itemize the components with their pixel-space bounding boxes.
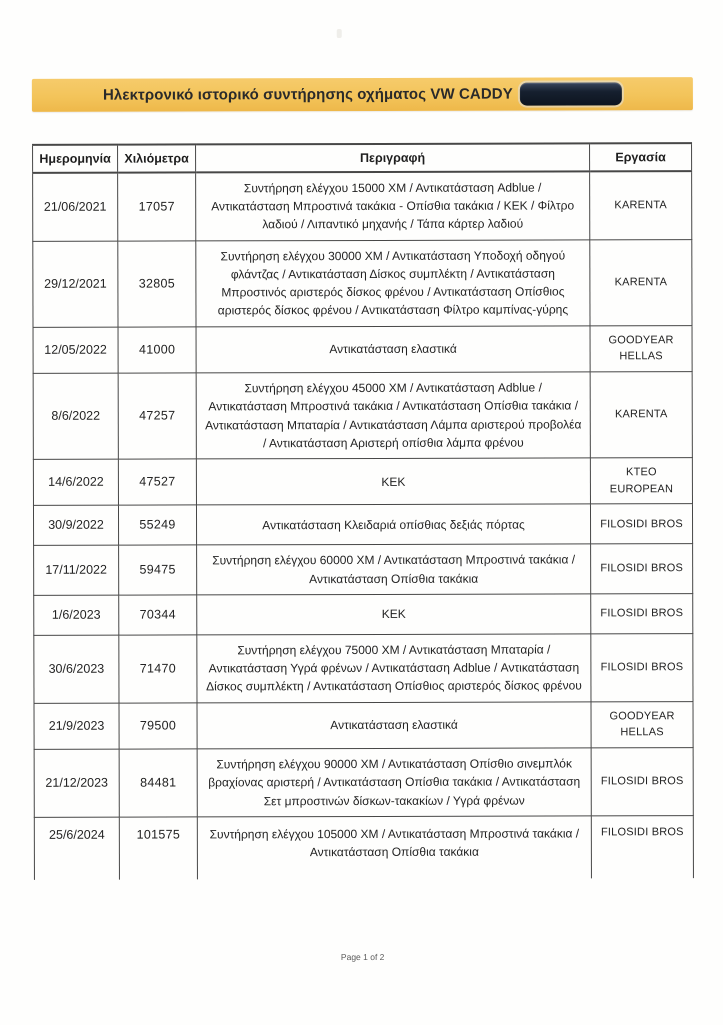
header-description: Περιγραφή (196, 143, 590, 172)
cell-work: FILOSIDI BROS (591, 634, 693, 702)
cell-km: 84481 (119, 749, 197, 817)
table-row (34, 748, 693, 817)
cell-desc: Συντήρηση ελέγχου 75000 ΧΜ / Αντικατάσταση Μπαταρία / Αντικατάσταση Υγρά φρένων / Αντικατάσταση Adblue / Αντικατάσταση Δίσκος συμπλέκτη / Αντικατάσταση Οπίσθιος αριστερός δίσκος φρένου (197, 634, 591, 703)
cell-km: 55249 (118, 505, 196, 545)
cell-date: 14/6/2022 (33, 459, 118, 506)
cell-desc: Αντικατάσταση ελαστικά (196, 326, 590, 373)
cell-date: 21/06/2021 (33, 173, 118, 241)
page-title: Ηλεκτρονικό ιστορικό συντήρησης οχήματος VW CADDY (102, 85, 513, 104)
cell-km: 41000 (118, 327, 196, 374)
cell-desc: Συντήρηση ελέγχου 60000 ΧΜ / Αντικατάσταση Μπροστινά τακάκια / Αντικατάσταση Οπίσθια τακάκια (197, 544, 591, 595)
cell-work: KARENTA (590, 171, 692, 239)
table-row (34, 594, 693, 636)
cell-work: GOODYEAR HELLAS (590, 325, 692, 372)
table-row (33, 325, 692, 373)
cell-km: 59475 (119, 545, 197, 595)
scan-artifact (337, 29, 342, 38)
cell-km: 32805 (118, 241, 196, 327)
cell-date: 8/6/2022 (33, 373, 118, 459)
cell-desc: Συντήρηση ελέγχου 105000 ΧΜ / Αντικατάσταση Μπροστινά τακάκια / Αντικατάσταση Οπίσθια τακάκια (197, 816, 591, 880)
cell-date: 21/9/2023 (34, 703, 119, 750)
header-kilometers: Χιλιόμετρα (118, 144, 196, 172)
table-row (33, 504, 692, 546)
cell-desc: ΚΕΚ (196, 458, 590, 505)
title-banner (32, 77, 693, 112)
table-header-row (33, 143, 692, 173)
cell-work: FILOSIDI BROS (591, 815, 693, 878)
cell-km: 71470 (119, 635, 197, 703)
cell-work: KARENTA (590, 239, 692, 325)
cell-desc: Συντήρηση ελέγχου 15000 ΧΜ / Αντικατάσταση Adblue / Αντικατάσταση Μπροστινά τακάκια - Οπίσθια τακάκια / ΚΕΚ / Φίλτρο λαδιού / Λιπαντικό μηχανής / Τάπα κάρτερ λαδιού (196, 171, 590, 240)
table-row (33, 458, 692, 506)
table-row (34, 815, 693, 880)
cell-work: KTEO EUROPEAN (590, 458, 692, 505)
cell-desc: Συντήρηση ελέγχου 90000 ΧΜ / Αντικατάσταση Οπίσθιο σινεμπλόκ βραχίονας αριστερή / Αντικατάσταση Οπίσθια τακάκια / Αντικατάσταση Σετ μπροστινών δίσκων-τακακίων / Υγρά φρένων (197, 748, 591, 817)
table-row (33, 372, 692, 460)
table-row (34, 544, 693, 595)
cell-km: 101575 (119, 817, 197, 880)
table-row (33, 239, 692, 327)
table-row (34, 634, 693, 703)
header-date: Ημερομηνία (33, 145, 118, 173)
table-row (33, 171, 692, 241)
cell-desc: ΚΕΚ (197, 594, 591, 635)
cell-work: GOODYEAR HELLAS (591, 701, 693, 748)
cell-date: 29/12/2021 (33, 241, 118, 327)
cell-desc: Συντήρηση ελέγχου 30000 ΧΜ / Αντικατάσταση Υποδοχή οδηγού φλάντζας / Αντικατάσταση Δίσκος συμπλέκτη / Αντικατάσταση Μπροστινός αριστερός δίσκος φρένου / Αντικατάσταση Οπίσθιος αριστερός δίσκος φρένου / Αντικατάσταση Φίλτρο καμπίνας-γύρης (196, 240, 590, 327)
maintenance-history-table (32, 142, 694, 880)
cell-desc: Αντικατάσταση Κλειδαριά οπίσθιας δεξιάς πόρτας (196, 504, 590, 545)
cell-date: 17/11/2022 (34, 546, 119, 596)
cell-work: KARENTA (590, 372, 692, 458)
cell-work: FILOSIDI BROS (590, 504, 692, 544)
cell-work: FILOSIDI BROS (591, 748, 693, 816)
table-row (34, 701, 693, 749)
cell-desc: Αντικατάσταση ελαστικά (197, 702, 591, 749)
cell-date: 1/6/2023 (34, 595, 119, 635)
cell-date: 30/6/2023 (34, 635, 119, 703)
license-plate-redaction-box (520, 82, 622, 105)
cell-km: 79500 (119, 703, 197, 750)
cell-date: 25/6/2024 (34, 817, 119, 880)
maintenance-table-body (33, 171, 694, 880)
cell-date: 21/12/2023 (34, 749, 119, 817)
cell-work: FILOSIDI BROS (591, 594, 693, 634)
cell-km: 17057 (118, 172, 196, 240)
cell-km: 47257 (118, 373, 196, 459)
page-number: Page 1 of 2 (340, 951, 385, 963)
cell-work: FILOSIDI BROS (591, 544, 693, 594)
header-workshop: Εργασία (590, 143, 692, 171)
cell-desc: Συντήρηση ελέγχου 45000 ΧΜ / Αντικατάσταση Adblue / Αντικατάσταση Μπροστινά τακάκια / Αντικατάσταση Οπίσθια τακάκια /Αντικατάσταση Μπαταρία / Αντικατάσταση Λάμπα αριστερού προβολέα / Αντικατάσταση Αριστερή οπίσθια λάμπα φρένου (196, 372, 590, 459)
cell-date: 30/9/2022 (33, 506, 118, 546)
cell-km: 47527 (118, 459, 196, 506)
cell-date: 12/05/2022 (33, 327, 118, 374)
cell-km: 70344 (119, 595, 197, 635)
